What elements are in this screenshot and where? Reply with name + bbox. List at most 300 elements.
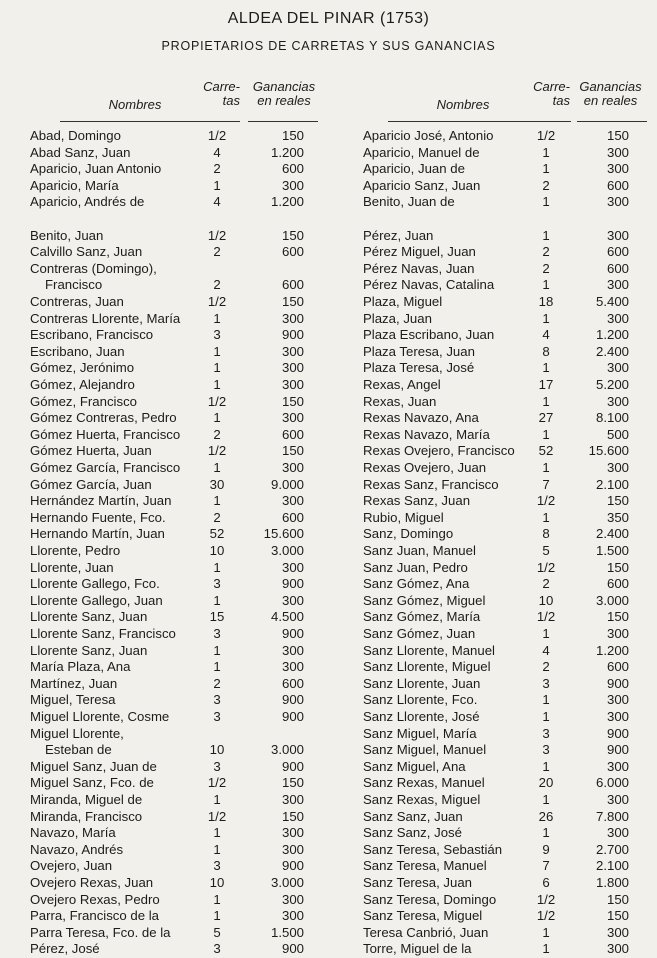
row-ganancias: 900 bbox=[281, 941, 304, 957]
row-name: Aparicio, Andrés de bbox=[30, 194, 145, 210]
row-ganancias: 300 bbox=[281, 642, 304, 658]
row-carretas: 1/2 bbox=[207, 128, 227, 143]
row-ganancias: 600 bbox=[281, 161, 304, 177]
row-name: Miguel Sanz, Juan de bbox=[30, 758, 157, 774]
row-ganancias: 150 bbox=[281, 808, 304, 824]
table-row bbox=[363, 277, 648, 294]
table-row bbox=[363, 709, 648, 726]
row-name: Sanz Miguel, Manuel bbox=[363, 742, 487, 758]
row-carretas: 4 bbox=[213, 194, 221, 210]
row-ganancias: 4.500 bbox=[270, 609, 304, 625]
row-ganancias: 1.200 bbox=[595, 642, 629, 658]
row-name: Miguel Llorente, bbox=[30, 725, 124, 741]
row-carretas: 1 bbox=[213, 825, 221, 841]
row-ganancias: 900 bbox=[281, 327, 304, 343]
row-ganancias: 900 bbox=[606, 725, 629, 741]
table-row bbox=[30, 277, 322, 294]
header-rule bbox=[388, 121, 538, 122]
row-carretas: 17 bbox=[538, 377, 554, 392]
row-carretas: 20 bbox=[538, 775, 554, 791]
row-name: Sanz Juan, Pedro bbox=[363, 559, 468, 575]
row-ganancias: 300 bbox=[281, 343, 304, 359]
row-name: Sanz Sanz, José bbox=[363, 825, 462, 841]
row-ganancias: 7.800 bbox=[595, 808, 629, 824]
row-carretas: 9 bbox=[542, 841, 550, 857]
table-row bbox=[363, 908, 648, 925]
row-carretas: 1 bbox=[542, 692, 550, 708]
row-name: Pérez, Juan bbox=[363, 227, 434, 243]
row-ganancias: 600 bbox=[606, 244, 629, 260]
row-carretas: 1/2 bbox=[536, 493, 556, 509]
row-ganancias: 15.600 bbox=[263, 526, 304, 542]
table-row bbox=[363, 825, 648, 842]
header-nombres: Nombres bbox=[108, 97, 162, 112]
row-carretas: 30 bbox=[209, 476, 225, 492]
row-name: Aparicio Sanz, Juan bbox=[363, 177, 481, 193]
row-carretas: 1 bbox=[542, 709, 550, 724]
row-name: Aparicio, Juan Antonio bbox=[30, 161, 162, 177]
table-row bbox=[30, 858, 322, 875]
table-row bbox=[363, 427, 648, 444]
row-name: Torre, Miguel de la bbox=[363, 941, 472, 957]
row-name: Sanz Miguel, Ana bbox=[363, 758, 466, 774]
row-name: Sanz, Domingo bbox=[363, 526, 454, 542]
table-row bbox=[30, 427, 322, 444]
row-carretas: 4 bbox=[542, 327, 550, 343]
row-carretas: 1 bbox=[213, 343, 221, 359]
row-carretas: 1/2 bbox=[536, 128, 556, 143]
table-row bbox=[363, 742, 648, 759]
row-carretas: 3 bbox=[213, 858, 221, 874]
row-name: Gómez, Alejandro bbox=[30, 377, 135, 392]
row-name: Gómez Huerta, Francisco bbox=[30, 426, 181, 442]
table-row bbox=[30, 626, 322, 643]
row-name: Sanz Rexas, Manuel bbox=[363, 775, 485, 791]
row-name: Llorente, Juan bbox=[30, 559, 114, 575]
row-carretas: 2 bbox=[213, 675, 221, 691]
row-ganancias: 300 bbox=[281, 177, 304, 193]
row-name: Aparicio, Juan de bbox=[363, 161, 465, 177]
row-carretas: 2 bbox=[213, 244, 221, 260]
row-carretas: 7 bbox=[542, 476, 550, 492]
table-row bbox=[30, 294, 322, 311]
header-carretas-line2: tas bbox=[222, 93, 240, 108]
table-row bbox=[30, 360, 322, 377]
table-row bbox=[363, 792, 648, 809]
table-row bbox=[363, 145, 648, 162]
row-carretas: 7 bbox=[542, 858, 550, 874]
row-name: Rexas Ovejero, Juan bbox=[363, 460, 487, 475]
row-carretas: 1 bbox=[213, 891, 221, 907]
row-name: Sanz Sanz, Juan bbox=[363, 808, 463, 824]
row-ganancias: 3.000 bbox=[270, 742, 304, 758]
table-row bbox=[30, 327, 322, 344]
row-carretas: 4 bbox=[542, 642, 550, 658]
table-row bbox=[30, 228, 322, 245]
row-ganancias: 3.000 bbox=[270, 875, 304, 890]
header-ganancias bbox=[573, 80, 648, 108]
row-ganancias: 300 bbox=[606, 194, 629, 210]
header-carretas bbox=[518, 80, 570, 108]
row-name: Miranda, Francisco bbox=[30, 808, 143, 824]
table-row bbox=[30, 443, 322, 460]
table-row bbox=[363, 178, 648, 195]
table-row bbox=[363, 543, 648, 560]
row-carretas: 1 bbox=[542, 792, 550, 807]
table-row bbox=[363, 244, 648, 261]
row-carretas: 3 bbox=[213, 758, 221, 774]
row-carretas: 1/2 bbox=[207, 808, 227, 824]
row-ganancias: 900 bbox=[606, 675, 629, 691]
row-carretas: 1 bbox=[213, 410, 221, 426]
row-ganancias: 300 bbox=[281, 410, 304, 426]
row-ganancias: 900 bbox=[281, 692, 304, 708]
table-row bbox=[30, 676, 322, 693]
row-name: Gómez Huerta, Juan bbox=[30, 443, 152, 459]
row-name: Rexas Sanz, Francisco bbox=[363, 476, 499, 492]
row-name: Plaza, Miguel bbox=[363, 294, 443, 309]
row-name: Plaza Escribano, Juan bbox=[363, 327, 495, 343]
row-carretas: 5 bbox=[213, 924, 221, 940]
row-name: Miranda, Miguel de bbox=[30, 792, 143, 807]
row-ganancias: 600 bbox=[281, 509, 304, 525]
table-row bbox=[363, 510, 648, 527]
row-carretas: 1 bbox=[542, 426, 550, 442]
row-ganancias: 2.400 bbox=[595, 526, 629, 542]
row-name: Sanz Teresa, Miguel bbox=[363, 908, 483, 924]
table-row bbox=[363, 443, 648, 460]
row-carretas: 10 bbox=[209, 875, 225, 890]
row-carretas: 2 bbox=[542, 659, 550, 675]
row-name: Abad, Domingo bbox=[30, 128, 121, 143]
table-row bbox=[363, 360, 648, 377]
row-ganancias: 900 bbox=[281, 709, 304, 724]
row-carretas: 1/2 bbox=[536, 891, 556, 907]
row-name: Sanz Llorente, Miguel bbox=[363, 659, 491, 675]
row-name: Gómez, Jerónimo bbox=[30, 360, 135, 376]
row-name: Plaza, Juan bbox=[363, 310, 432, 326]
table-row bbox=[363, 460, 648, 477]
row-carretas: 3 bbox=[213, 692, 221, 708]
row-name: Plaza Teresa, José bbox=[363, 360, 475, 376]
row-ganancias: 300 bbox=[606, 144, 629, 160]
right-table-header bbox=[363, 78, 648, 124]
header-carretas bbox=[190, 80, 240, 108]
table-row bbox=[363, 128, 648, 145]
row-name: Escribano, Francisco bbox=[30, 327, 154, 343]
row-name: Llorente Gallego, Fco. bbox=[30, 576, 160, 592]
table-row bbox=[30, 560, 322, 577]
table-row bbox=[363, 294, 648, 311]
row-ganancias: 300 bbox=[606, 360, 629, 376]
table-row bbox=[30, 145, 322, 162]
row-carretas: 1 bbox=[213, 377, 221, 392]
header-carretas-line1: Carre- bbox=[203, 79, 240, 94]
row-ganancias: 500 bbox=[606, 426, 629, 442]
row-ganancias: 300 bbox=[606, 393, 629, 409]
row-carretas: 1 bbox=[542, 825, 550, 841]
table-row bbox=[363, 892, 648, 909]
row-name: Benito, Juan de bbox=[363, 194, 455, 210]
row-ganancias: 900 bbox=[281, 626, 304, 641]
row-ganancias: 300 bbox=[281, 825, 304, 841]
row-name: María Plaza, Ana bbox=[30, 659, 131, 675]
row-name: Rexas, Angel bbox=[363, 377, 441, 392]
row-name: Sanz Teresa, Sebastián bbox=[363, 841, 503, 857]
row-ganancias: 2.100 bbox=[595, 858, 629, 874]
table-row bbox=[363, 809, 648, 826]
row-carretas: 1 bbox=[213, 460, 221, 475]
header-ganancias bbox=[246, 80, 322, 108]
row-name: Calvillo Sanz, Juan bbox=[30, 244, 143, 260]
row-carretas: 3 bbox=[213, 941, 221, 957]
row-ganancias: 300 bbox=[281, 659, 304, 675]
row-name: Contreras, Juan bbox=[30, 294, 124, 309]
row-carretas: 1 bbox=[542, 360, 550, 376]
row-ganancias: 300 bbox=[606, 758, 629, 774]
table-row bbox=[363, 775, 648, 792]
table-row bbox=[30, 875, 322, 892]
row-ganancias: 350 bbox=[606, 509, 629, 525]
row-carretas: 52 bbox=[538, 443, 554, 459]
row-ganancias: 600 bbox=[606, 659, 629, 675]
row-carretas: 3 bbox=[213, 709, 221, 724]
row-ganancias: 1.500 bbox=[270, 924, 304, 940]
table-row bbox=[363, 493, 648, 510]
row-carretas: 1 bbox=[542, 277, 550, 293]
row-name: Llorente Sanz, Juan bbox=[30, 642, 148, 658]
row-name: Gómez García, Francisco bbox=[30, 460, 181, 475]
row-carretas: 3 bbox=[542, 742, 550, 758]
header-ganancias-line1: Ganancias bbox=[252, 79, 316, 94]
row-ganancias: 6.000 bbox=[595, 775, 629, 791]
row-ganancias: 300 bbox=[281, 493, 304, 509]
row-name: Gómez Contreras, Pedro bbox=[30, 410, 177, 426]
row-carretas: 2 bbox=[542, 260, 550, 276]
row-ganancias: 300 bbox=[606, 161, 629, 177]
row-carretas: 5 bbox=[542, 543, 550, 558]
row-name: Rexas Navazo, Ana bbox=[363, 410, 479, 426]
header-carretas-line2: tas bbox=[552, 93, 570, 108]
row-ganancias: 300 bbox=[606, 460, 629, 475]
row-carretas: 3 bbox=[213, 626, 221, 641]
row-name: Navazo, Andrés bbox=[30, 841, 124, 857]
table-row bbox=[363, 327, 648, 344]
row-name: Sanz Teresa, Juan bbox=[363, 875, 472, 890]
row-ganancias: 300 bbox=[606, 227, 629, 243]
row-name: Sanz Teresa, Domingo bbox=[363, 891, 497, 907]
row-carretas: 15 bbox=[209, 609, 225, 625]
row-name: Pérez Navas, Juan bbox=[363, 260, 475, 276]
row-carretas: 1 bbox=[542, 460, 550, 475]
table-row bbox=[30, 460, 322, 477]
row-ganancias: 3.000 bbox=[270, 543, 304, 558]
row-carretas: 1/2 bbox=[536, 559, 556, 575]
header-rule bbox=[60, 121, 210, 122]
row-ganancias: 8.100 bbox=[595, 410, 629, 426]
row-name: Sanz Miguel, María bbox=[363, 725, 477, 741]
row-name: Abad Sanz, Juan bbox=[30, 144, 131, 160]
table-row bbox=[30, 709, 322, 726]
row-name: Sanz Teresa, Manuel bbox=[363, 858, 487, 874]
row-carretas: 1 bbox=[542, 144, 550, 160]
row-carretas: 1 bbox=[213, 908, 221, 924]
row-carretas: 3 bbox=[542, 725, 550, 741]
row-name: Hernández Martín, Juan bbox=[30, 493, 172, 509]
header-carretas-line1: Carre- bbox=[533, 79, 570, 94]
row-carretas: 10 bbox=[209, 543, 225, 558]
row-carretas: 1/2 bbox=[536, 908, 556, 924]
row-ganancias: 300 bbox=[281, 908, 304, 924]
left-table-header bbox=[30, 78, 322, 124]
row-ganancias: 900 bbox=[606, 742, 629, 758]
row-ganancias: 300 bbox=[281, 592, 304, 608]
row-carretas: 10 bbox=[538, 592, 554, 608]
table-row bbox=[363, 842, 648, 859]
row-carretas: 1/2 bbox=[207, 393, 227, 409]
table-row bbox=[30, 892, 322, 909]
row-name: Martínez, Juan bbox=[30, 675, 118, 691]
row-ganancias: 300 bbox=[281, 310, 304, 326]
table-row bbox=[30, 809, 322, 826]
row-name: Sanz Llorente, Juan bbox=[363, 675, 481, 691]
row-carretas: 2 bbox=[213, 509, 221, 525]
table-row bbox=[363, 609, 648, 626]
row-carretas: 2 bbox=[213, 161, 221, 177]
row-carretas: 10 bbox=[209, 742, 225, 758]
table-row bbox=[30, 178, 322, 195]
table-row bbox=[30, 825, 322, 842]
table-row bbox=[30, 775, 322, 792]
row-ganancias: 300 bbox=[281, 460, 304, 475]
row-name: Aparicio José, Antonio bbox=[363, 128, 494, 143]
row-carretas: 1 bbox=[542, 924, 550, 940]
row-carretas: 52 bbox=[209, 526, 225, 542]
row-carretas: 27 bbox=[538, 410, 554, 426]
row-name: Llorente Sanz, Francisco bbox=[30, 626, 176, 641]
row-carretas: 1/2 bbox=[207, 294, 227, 309]
row-name: Rexas Navazo, María bbox=[363, 426, 490, 442]
row-name: Aparicio, María bbox=[30, 177, 119, 193]
table-row bbox=[363, 477, 648, 494]
table-row bbox=[363, 394, 648, 411]
header-ganancias-line2: en reales bbox=[257, 93, 311, 108]
row-ganancias: 150 bbox=[606, 891, 629, 907]
row-ganancias: 3.000 bbox=[595, 592, 629, 608]
table-row bbox=[30, 128, 322, 145]
table-row bbox=[30, 194, 322, 211]
table-row bbox=[363, 692, 648, 709]
row-ganancias: 300 bbox=[606, 277, 629, 293]
row-ganancias: 300 bbox=[281, 377, 304, 392]
row-name: Pérez Miguel, Juan bbox=[363, 244, 476, 260]
row-ganancias: 1.500 bbox=[595, 543, 629, 558]
row-carretas: 2 bbox=[542, 576, 550, 592]
right-table bbox=[363, 78, 648, 957]
row-carretas: 8 bbox=[542, 343, 550, 359]
row-carretas: 1 bbox=[213, 310, 221, 326]
row-ganancias: 150 bbox=[606, 559, 629, 575]
row-carretas: 1/2 bbox=[536, 609, 556, 625]
table-row bbox=[30, 510, 322, 527]
row-carretas: 3 bbox=[542, 675, 550, 691]
table-row bbox=[30, 925, 322, 942]
table-row bbox=[30, 742, 322, 759]
row-ganancias: 300 bbox=[606, 941, 629, 957]
table-row bbox=[363, 228, 648, 245]
row-name: Sanz Llorente, Manuel bbox=[363, 642, 495, 658]
table-row bbox=[30, 941, 322, 958]
row-carretas: 8 bbox=[542, 526, 550, 542]
row-carretas: 4 bbox=[213, 144, 221, 160]
table-row bbox=[363, 526, 648, 543]
left-table bbox=[30, 78, 322, 957]
table-row bbox=[30, 543, 322, 560]
table-row bbox=[363, 576, 648, 593]
row-ganancias: 600 bbox=[281, 675, 304, 691]
row-carretas: 1 bbox=[542, 161, 550, 177]
row-ganancias: 300 bbox=[606, 792, 629, 807]
table-row bbox=[30, 842, 322, 859]
row-ganancias: 300 bbox=[281, 360, 304, 376]
table-row bbox=[363, 344, 648, 361]
row-name: Miguel Sanz, Fco. de bbox=[30, 775, 154, 791]
row-ganancias: 600 bbox=[606, 576, 629, 592]
row-ganancias: 150 bbox=[281, 443, 304, 459]
row-ganancias: 900 bbox=[281, 858, 304, 874]
header-rule bbox=[531, 121, 571, 122]
row-carretas: 1/2 bbox=[207, 443, 227, 459]
row-carretas: 2 bbox=[542, 177, 550, 193]
table-row bbox=[363, 925, 648, 942]
row-name: Contreras (Domingo), bbox=[30, 260, 157, 276]
row-carretas: 1 bbox=[542, 941, 550, 957]
row-name: Gómez García, Juan bbox=[30, 476, 152, 492]
row-name: Parra Teresa, Fco. de la bbox=[30, 924, 171, 940]
page-title: ALDEA DEL PINAR (1753) bbox=[227, 10, 430, 27]
table-row bbox=[363, 659, 648, 676]
table-row bbox=[363, 311, 648, 328]
row-carretas: 26 bbox=[538, 808, 554, 824]
row-name: Ovejero Rexas, Juan bbox=[30, 875, 154, 890]
row-carretas: 3 bbox=[213, 576, 221, 592]
row-carretas: 1 bbox=[213, 659, 221, 675]
row-ganancias: 150 bbox=[281, 393, 304, 409]
row-name: Sanz Llorente, José bbox=[363, 709, 480, 724]
row-name: Aparicio, Manuel de bbox=[363, 144, 480, 160]
row-carretas: 1 bbox=[542, 758, 550, 774]
row-name: Sanz Rexas, Miguel bbox=[363, 792, 481, 807]
row-name: Francisco bbox=[45, 277, 103, 293]
row-ganancias: 600 bbox=[606, 260, 629, 276]
row-name: Navazo, María bbox=[30, 825, 116, 841]
row-name: Teresa Canbrió, Juan bbox=[363, 924, 489, 940]
row-ganancias: 5.200 bbox=[595, 377, 629, 392]
table-row bbox=[363, 626, 648, 643]
row-carretas: 3 bbox=[213, 327, 221, 343]
row-name: Sanz Gómez, María bbox=[363, 609, 481, 625]
row-ganancias: 300 bbox=[606, 924, 629, 940]
table-row bbox=[30, 244, 322, 261]
row-carretas: 1 bbox=[213, 592, 221, 608]
row-carretas: 1 bbox=[213, 177, 221, 193]
table-row bbox=[30, 410, 322, 427]
table-row bbox=[363, 726, 648, 743]
row-ganancias: 300 bbox=[606, 692, 629, 708]
header-nombres: Nombres bbox=[436, 97, 490, 112]
row-ganancias: 2.400 bbox=[595, 343, 629, 359]
row-ganancias: 150 bbox=[281, 294, 304, 309]
